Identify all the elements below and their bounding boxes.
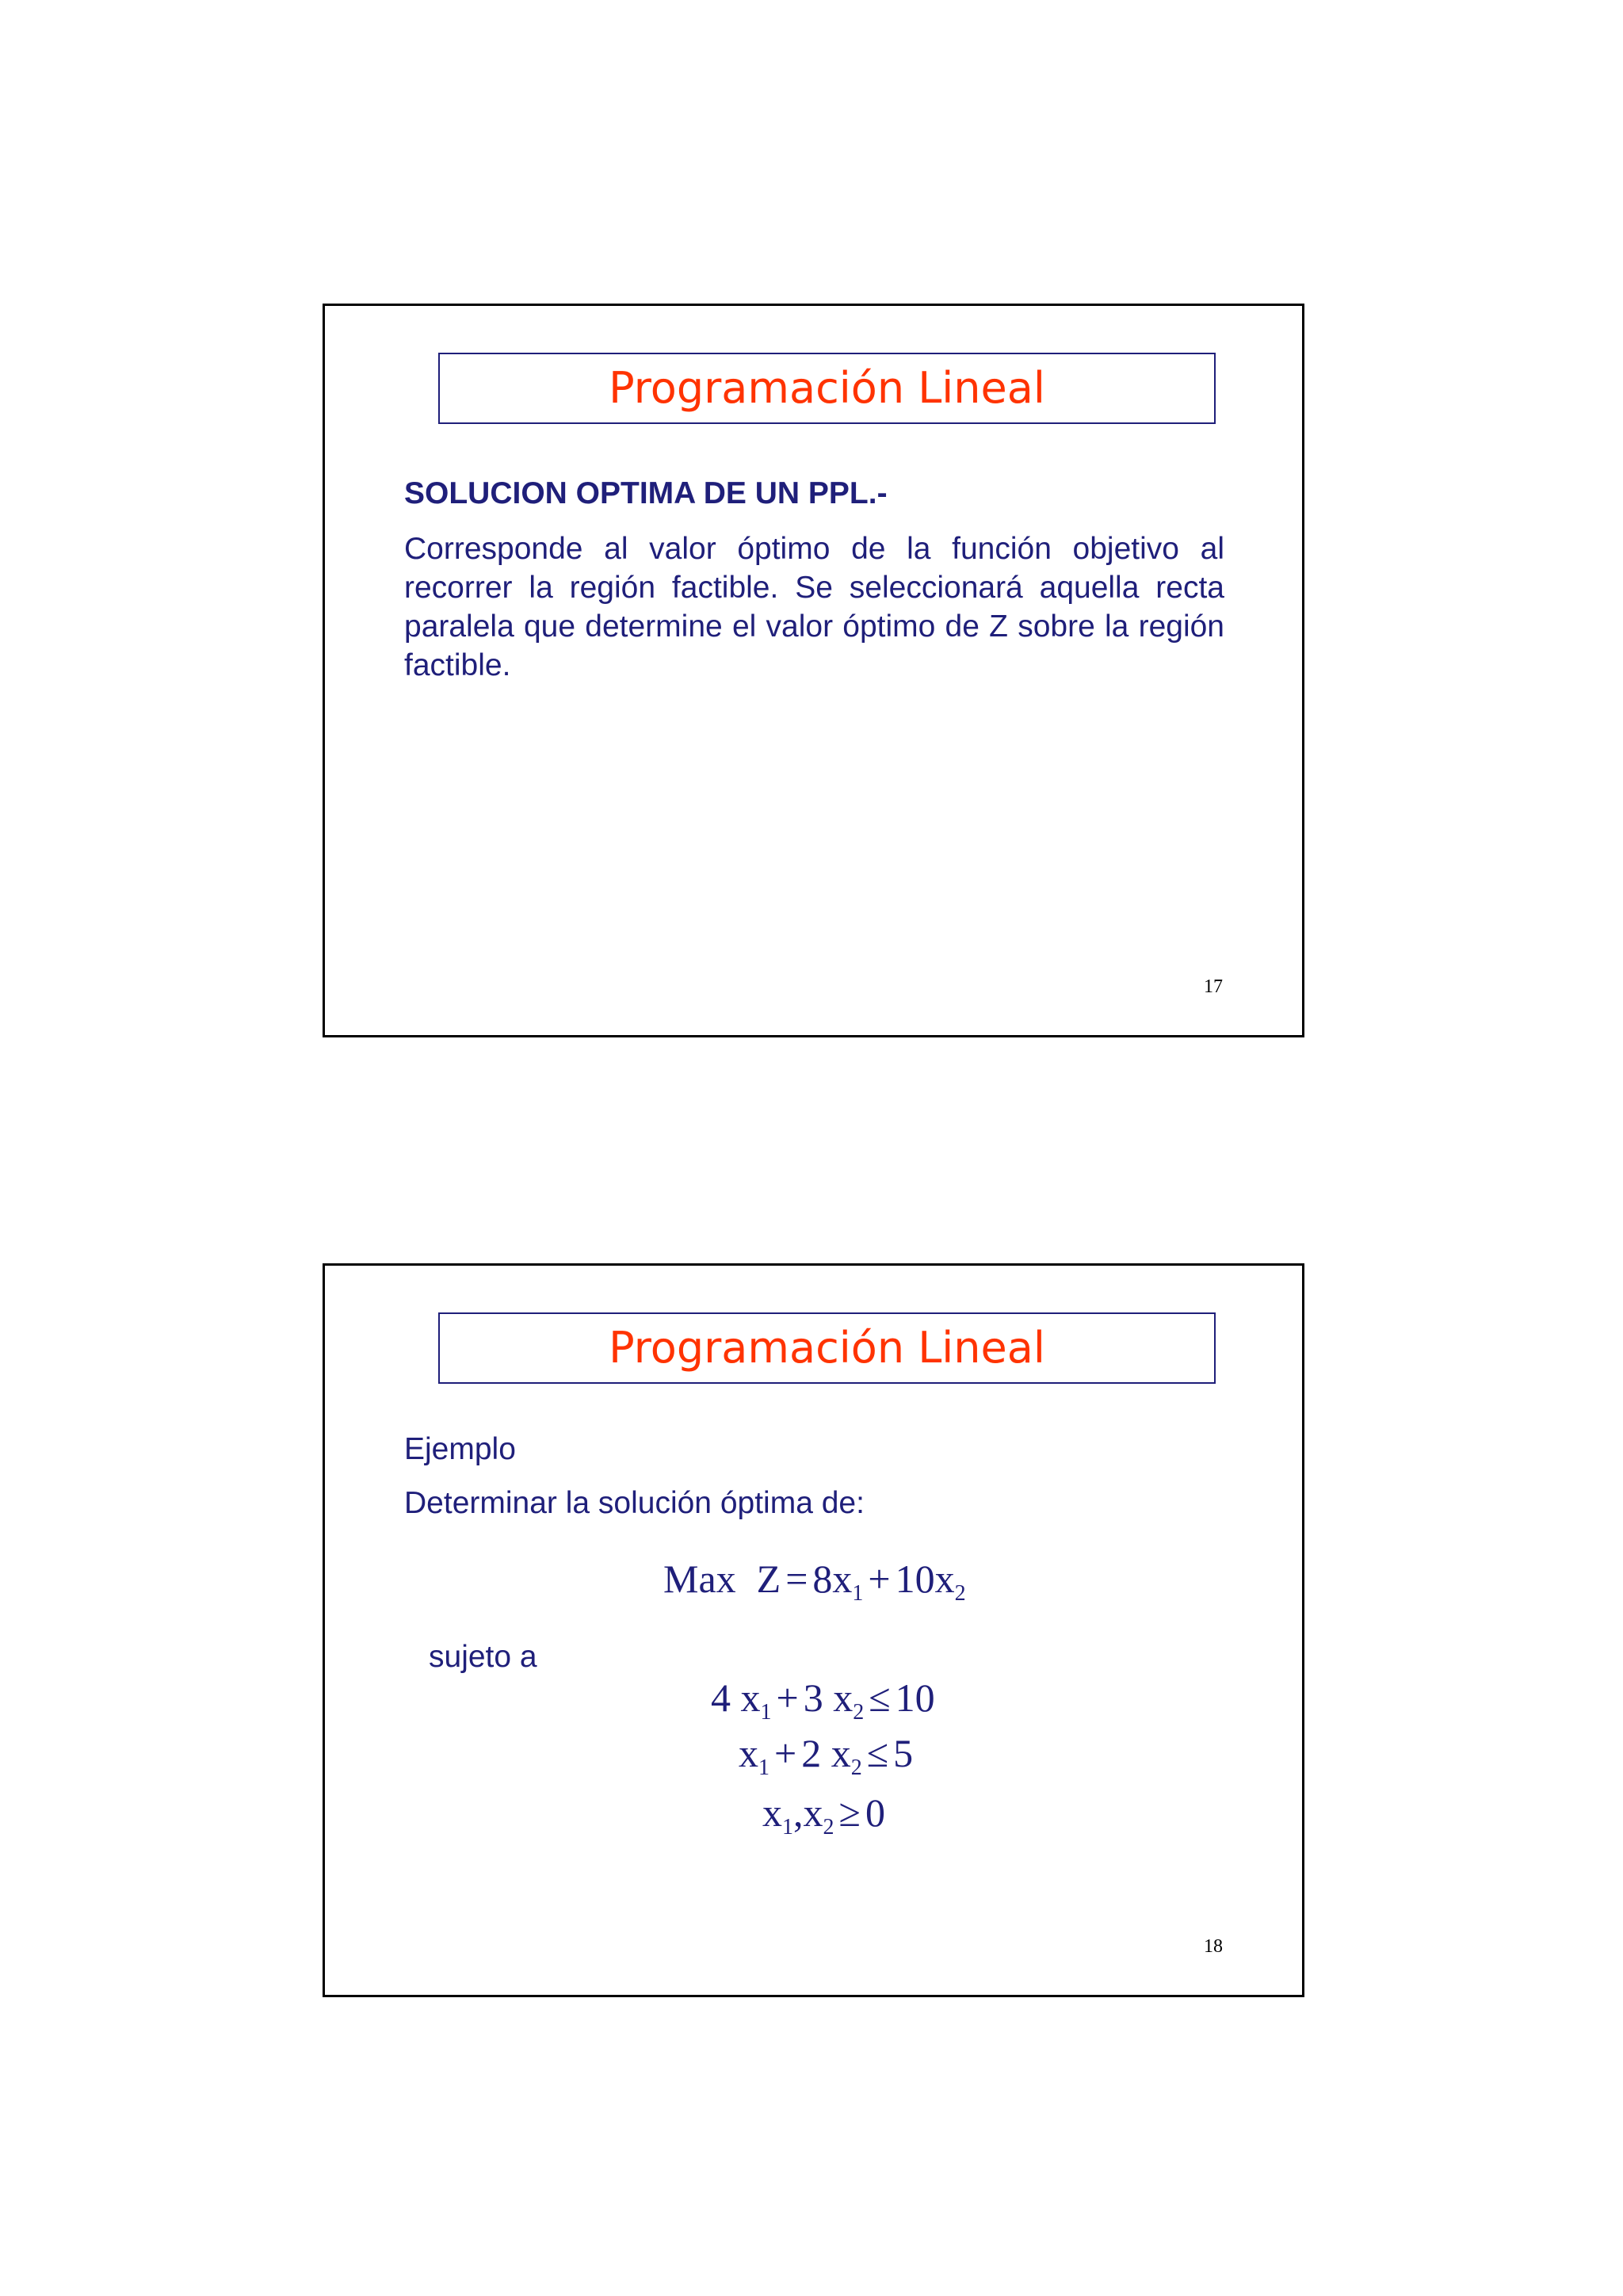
subscript: 2 [954, 1581, 966, 1606]
objective-z: Z [756, 1557, 781, 1601]
equals-sign: = [785, 1557, 808, 1601]
variable: x [739, 1731, 758, 1775]
plus-sign: + [774, 1731, 797, 1775]
slide-18 [323, 1263, 1304, 1997]
subscript: 2 [823, 1815, 834, 1839]
variable: x [740, 1675, 761, 1720]
section-heading: SOLUCION OPTIMA DE UN PPL.- [404, 476, 888, 510]
constraint-1 [711, 1674, 935, 1725]
max-keyword: Max [663, 1557, 736, 1601]
plus-sign: + [868, 1557, 891, 1601]
comma: , [793, 1790, 804, 1835]
variable: x [831, 1731, 851, 1775]
coefficient: 2 [801, 1731, 822, 1775]
rhs-value: 10 [895, 1675, 935, 1720]
subscript: 1 [758, 1755, 769, 1780]
slide-title: Programación Lineal [609, 1323, 1045, 1373]
variable: x [803, 1790, 823, 1835]
constraint-2 [739, 1729, 914, 1780]
plus-sign: + [776, 1675, 799, 1720]
objective-function [663, 1555, 966, 1606]
rhs-value: 5 [893, 1731, 914, 1775]
page-number: 17 [1204, 976, 1223, 997]
term-1: 8x [812, 1557, 853, 1601]
constraint-3 [762, 1789, 885, 1839]
slide-title: Programación Lineal [609, 363, 1045, 413]
subject-to-label: sujeto a [429, 1640, 537, 1674]
slide-title-box [438, 1312, 1216, 1384]
definition-paragraph: Corresponde al valor óptimo de la función objetivo al recorrer la región factible. Se seleccionará aquella recta paralela que determine el valor óptimo de Z sobre la región factible. [404, 532, 1224, 682]
rhs-value: 0 [865, 1790, 885, 1835]
subscript: 2 [850, 1755, 862, 1780]
relation-sign: ≤ [866, 1731, 889, 1775]
page-number: 18 [1204, 1936, 1223, 1957]
variable: x [762, 1790, 782, 1835]
term-2: 10x [895, 1557, 955, 1601]
relation-sign: ≥ [838, 1790, 861, 1835]
slide-title-box [438, 353, 1216, 424]
subscript: 1 [852, 1581, 864, 1606]
variable: x [833, 1675, 854, 1720]
instruction-text: Determinar la solución óptima de: [404, 1486, 865, 1520]
relation-sign: ≤ [869, 1675, 891, 1720]
subscript: 1 [760, 1700, 772, 1725]
example-label: Ejemplo [404, 1432, 516, 1466]
coefficient: 3 [803, 1675, 823, 1720]
subscript: 1 [782, 1815, 793, 1839]
slide-17 [323, 304, 1304, 1037]
subscript: 2 [853, 1700, 865, 1725]
coefficient: 4 [711, 1675, 731, 1720]
